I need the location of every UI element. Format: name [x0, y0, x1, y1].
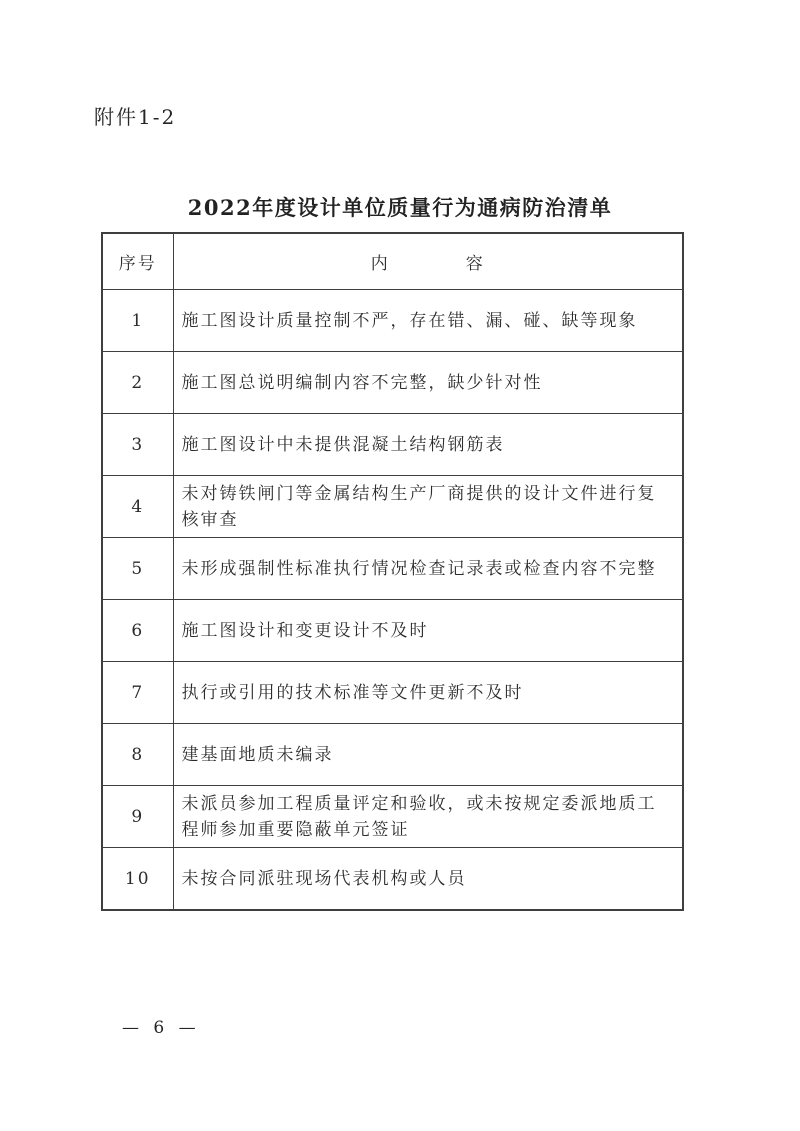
table-row [102, 414, 683, 476]
row-index-cell: 6 [102, 600, 173, 662]
row-content-cell: 施工图设计和变更设计不及时 [173, 600, 683, 662]
row-index-cell: 5 [102, 538, 173, 600]
row-content-cell: 未按合同派驻现场代表机构或人员 [173, 848, 683, 911]
table-row [102, 600, 683, 662]
page-title: 2022年度设计单位质量行为通病防治清单 [187, 195, 613, 220]
row-index-cell: 4 [102, 476, 173, 538]
table-row [102, 724, 683, 786]
table-header-index: 序号 [102, 233, 173, 290]
row-content-cell: 建基面地质未编录 [173, 724, 683, 786]
row-content-cell: 执行或引用的技术标准等文件更新不及时 [173, 662, 683, 724]
defect-table [101, 232, 684, 911]
table-header-row [102, 233, 683, 290]
table-row [102, 662, 683, 724]
table-body [102, 290, 683, 911]
row-content-cell: 未派员参加工程质量评定和验收，或未按规定委派地质工程师参加重要隐蔽单元签证 [173, 786, 683, 848]
table-row [102, 786, 683, 848]
table-row [102, 290, 683, 352]
row-index-cell: 2 [102, 352, 173, 414]
table-row [102, 476, 683, 538]
page-number: — 6 — [122, 1018, 196, 1038]
row-content-cell: 施工图设计质量控制不严，存在错、漏、碰、缺等现象 [173, 290, 683, 352]
row-content-cell: 未对铸铁闸门等金属结构生产厂商提供的设计文件进行复核审查 [173, 476, 683, 538]
row-content-cell: 未形成强制性标准执行情况检查记录表或检查内容不完整 [173, 538, 683, 600]
attachment-label: 附件1-2 [94, 105, 177, 129]
row-index-cell: 8 [102, 724, 173, 786]
table-header-content: 内 容 [173, 233, 683, 290]
row-index-cell: 9 [102, 786, 173, 848]
row-index-cell: 1 [102, 290, 173, 352]
table-row [102, 848, 683, 911]
table-row [102, 352, 683, 414]
row-index-cell: 10 [102, 848, 173, 911]
row-content-cell: 施工图设计中未提供混凝土结构钢筋表 [173, 414, 683, 476]
row-index-cell: 3 [102, 414, 173, 476]
table-row [102, 538, 683, 600]
row-content-cell: 施工图总说明编制内容不完整，缺少针对性 [173, 352, 683, 414]
row-index-cell: 7 [102, 662, 173, 724]
